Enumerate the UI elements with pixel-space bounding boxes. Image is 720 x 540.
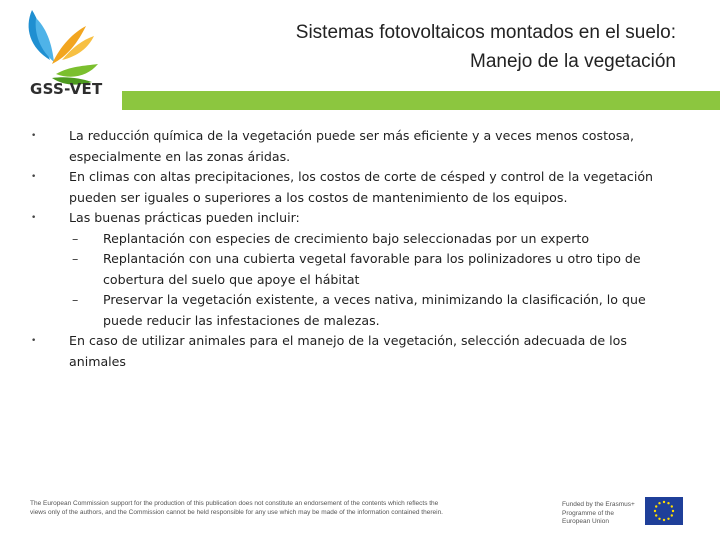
eu-flag-icon [645, 497, 683, 525]
dash-icon: – [72, 251, 79, 266]
bullet-item [30, 208, 670, 331]
dash-icon: – [72, 230, 79, 246]
bullet-icon: • [31, 131, 37, 141]
bullet-text: La reducción química de la vegetación puede ser más eficiente y a veces menos costosa, especialmente en las zonas áridas. [69, 128, 634, 164]
bullet-text: Las buenas prácticas pueden incluir: [69, 210, 300, 225]
title-line-1: Sistemas fotovoltaicos montados en el suelo: [295, 22, 676, 43]
bullet-icon: • [31, 172, 37, 182]
bullet-icon: • [31, 336, 37, 346]
bullet-item [30, 126, 670, 167]
bullet-text: En climas con altas precipitaciones, los costos de corte de césped y control de la vegetación pueden ser iguales o superiores a los costos de mantenimiento de los equipos. [69, 169, 654, 205]
bullet-item [30, 167, 670, 208]
sub-bullet-text: Preservar la vegetación existente, a veces nativa, minimizando la clasificación, lo que puede reducir las infestaciones de malezas. [103, 292, 646, 328]
dash-icon: – [72, 292, 79, 307]
title-accent-bar [122, 91, 720, 110]
eu-disclaimer: The European Commission support for the production of this publication does not constitute an endorsement of the contents which reflects the views only of the authors, and the Commission cannot be held responsible for any use which may be made of the information contained therein. [30, 500, 443, 516]
sub-bullet-item [69, 249, 670, 290]
title-line-2: Manejo de la vegetación [470, 51, 676, 72]
page-title [156, 18, 676, 76]
logo-text: GSS-VET [30, 80, 103, 98]
bullet-list [30, 126, 670, 372]
bullet-icon: • [31, 213, 37, 223]
eu-funding-text: Funded by the Erasmus+ Programme of the European Union [562, 501, 635, 525]
slide-content [30, 126, 670, 372]
bullet-item [30, 331, 670, 372]
sub-bullet-item [69, 229, 670, 250]
bullet-text: En caso de utilizar animales para el manejo de la vegetación, selección adecuada de los animales [69, 333, 627, 369]
sub-bullet-text: Replantación con una cubierta vegetal favorable para los polinizadores u otro tipo de cobertura del suelo que apoye el hábitat [103, 251, 641, 287]
sub-bullet-item [69, 290, 670, 331]
sub-bullet-list [69, 229, 670, 332]
sub-bullet-text: Replantación con especies de crecimiento bajo seleccionadas por un experto [103, 230, 590, 246]
